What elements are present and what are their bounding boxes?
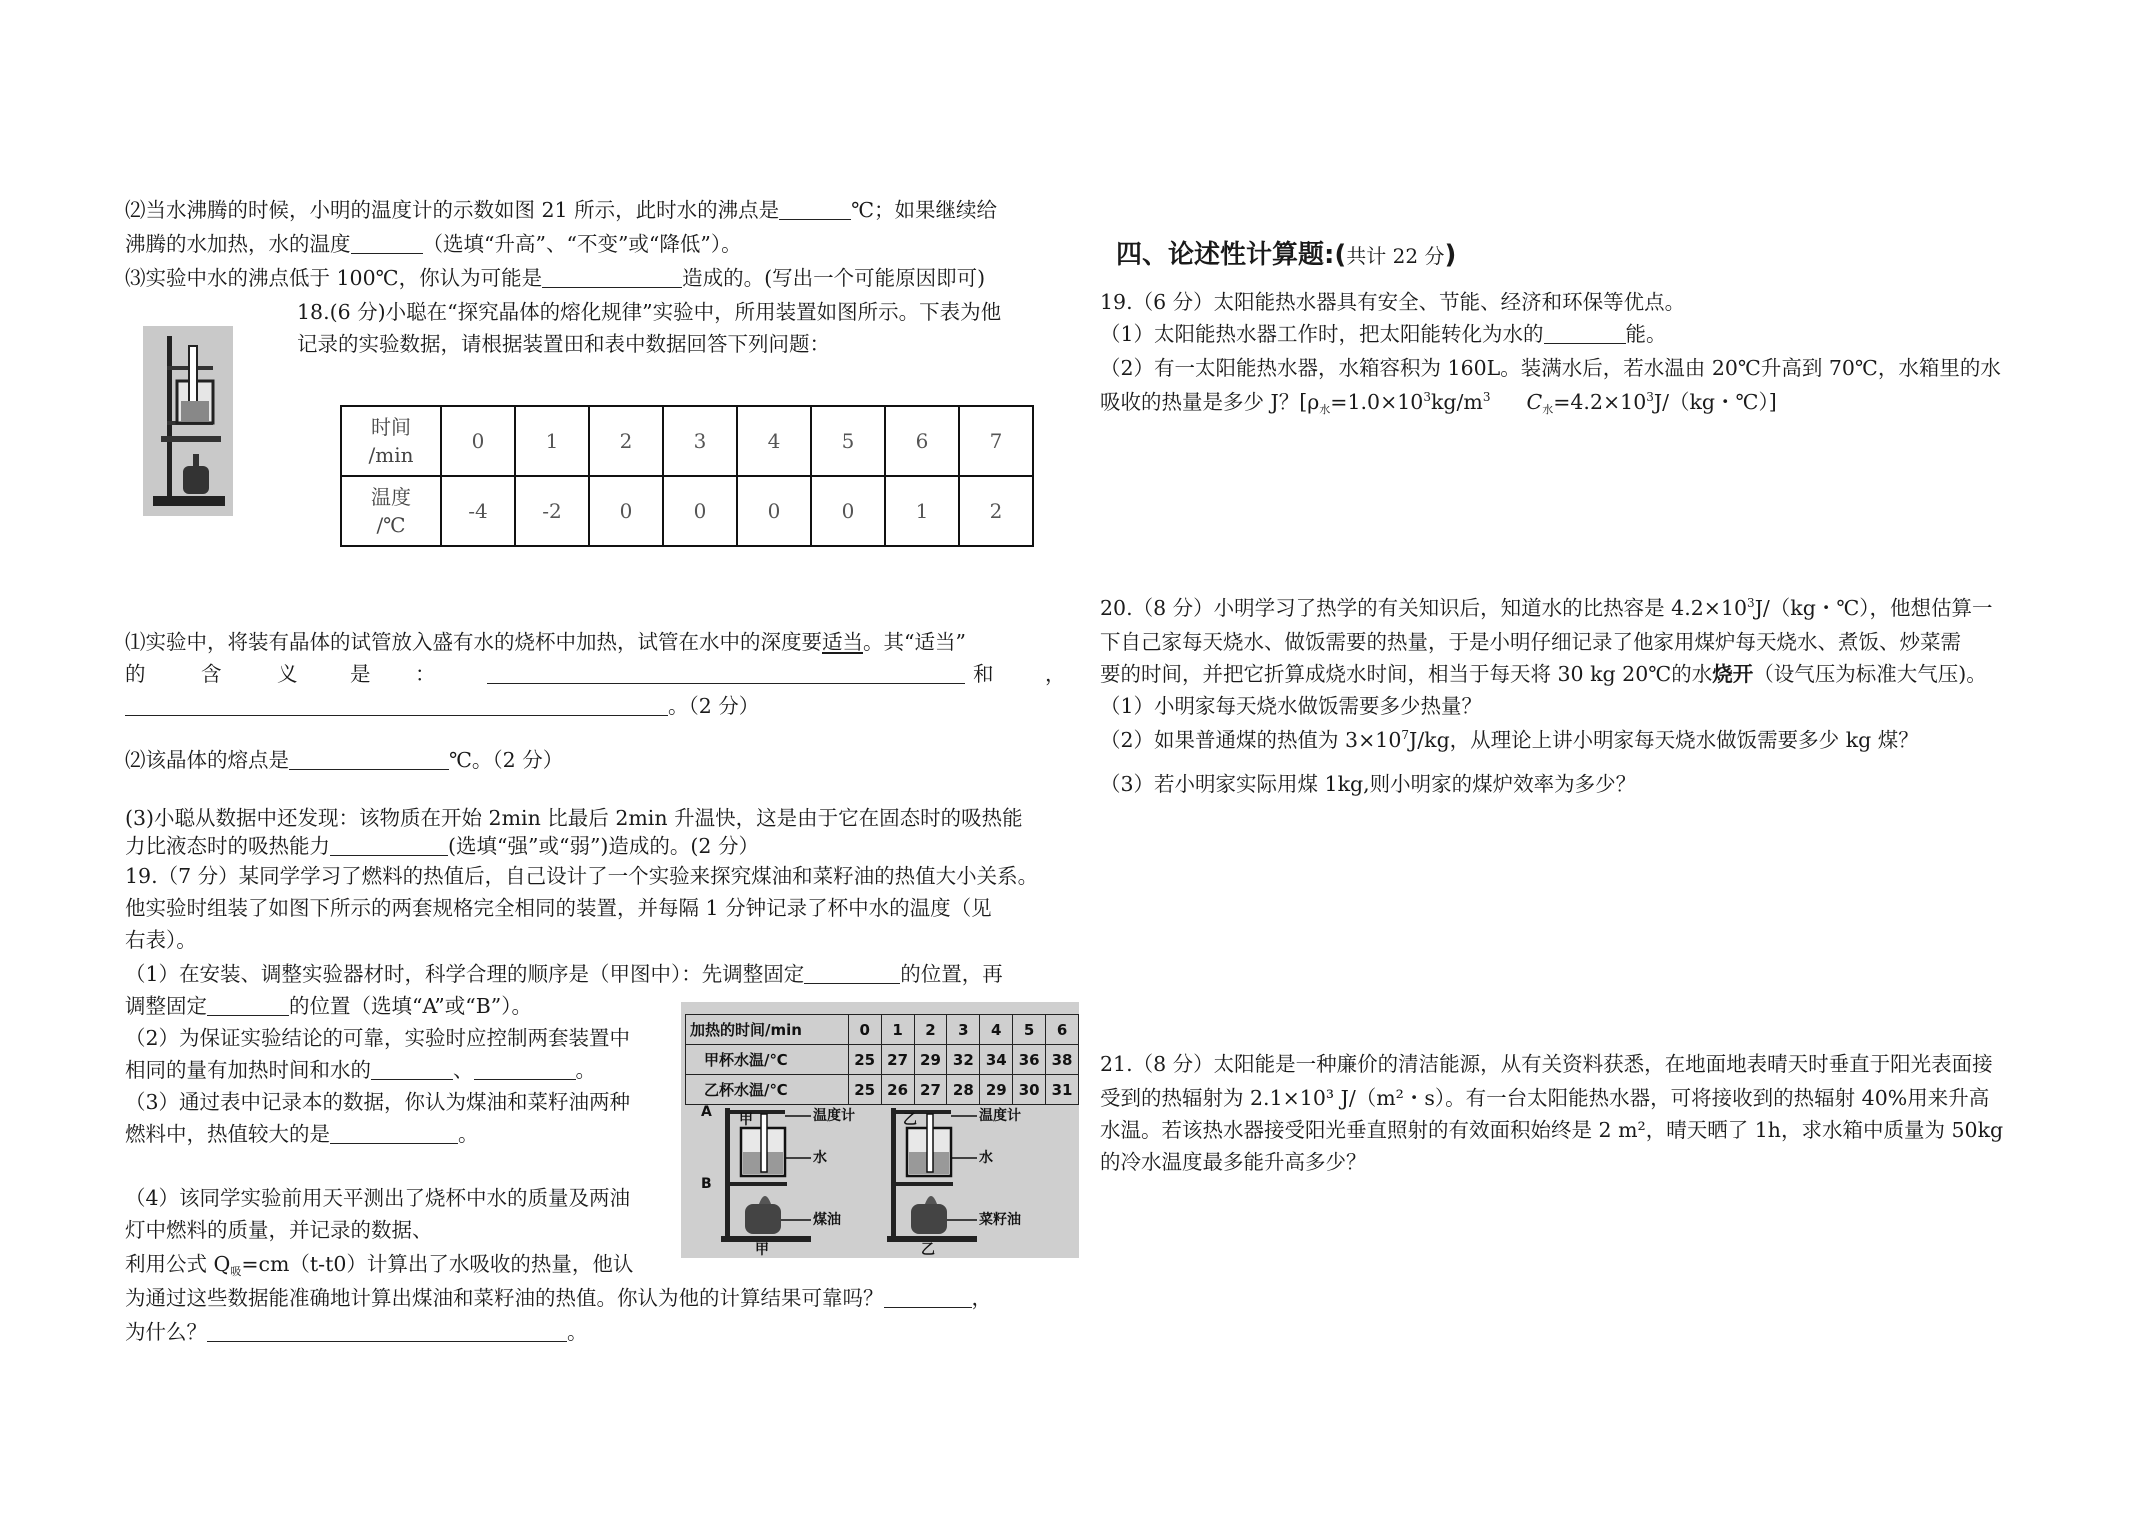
q19-4-blank-reason[interactable] <box>207 1321 567 1342</box>
q17-2-text2: 沸腾的水加热，水的温度 <box>125 232 351 256</box>
subscript: 水 <box>1319 403 1331 416</box>
label-yi-top: 乙 <box>903 1112 917 1128</box>
q18-1-char: 和 <box>973 662 994 686</box>
q19r-1-text: （1）太阳能热水器工作时，把太阳能转化为水的 <box>1100 322 1544 346</box>
table-cell: 6 <box>1046 1015 1079 1045</box>
table-cell: 36 <box>1013 1045 1046 1075</box>
q19-2-sep: 、 <box>453 1058 474 1082</box>
table-cell: 4 <box>737 406 811 476</box>
q18-2-text: ⑵该晶体的熔点是 <box>125 748 289 772</box>
q18-3-line2 <box>125 832 759 860</box>
table-cell: 1 <box>881 1015 914 1045</box>
q20-text3: 要的时间，并把它折算成烧水时间，相当于每天将 30 kg 20℃的水 <box>1100 662 1713 686</box>
q19-3-blank-fuel[interactable] <box>330 1123 458 1144</box>
table-cell: 7 <box>959 406 1033 476</box>
melting-apparatus-image <box>143 326 233 516</box>
table-cell: 34 <box>980 1045 1013 1075</box>
q19-4-line2: 灯中燃料的质量，并记录的数据、 <box>125 1218 433 1242</box>
q18-1-score: 。（2 分） <box>668 694 760 718</box>
q19r-2-line1: （2）有一太阳能热水器，水箱容积为 160L。装满水后，若水温由 20℃升高到 70℃，水箱里的水 <box>1100 356 2001 380</box>
q21-line1: 21.（8 分）太阳能是一种廉价的清洁能源，从有关资料获悉，在地面地表晴天时垂直于阳光表面接 <box>1100 1052 1993 1076</box>
q19-3-line2 <box>125 1120 479 1148</box>
q19-2-line1: （2）为保证实验结论的可靠，实验时应控制两套装置中 <box>125 1026 631 1050</box>
table-cell: 25 <box>848 1045 881 1075</box>
table-cell: 29 <box>980 1075 1013 1105</box>
q17-3-text-cont: 造成的。(写出一个可能原因即可) <box>682 266 986 290</box>
q17-2-line1 <box>125 196 997 224</box>
superscript: 3 <box>1646 390 1654 404</box>
q19r-1-blank-energy[interactable] <box>1544 323 1626 344</box>
superscript: 3 <box>1423 390 1431 404</box>
q17-3-blank-reason[interactable] <box>542 267 682 288</box>
q18-1-char: ， <box>1045 662 1066 686</box>
q18-1-text: ⑴实验中，将装有晶体的试管放入盛有水的烧杯中加热，试管在水中的深度要 <box>125 630 822 654</box>
table-cell: 3 <box>663 406 737 476</box>
q20-line1 <box>1100 594 1993 622</box>
section-heading-title: 四、论述性计算题:( <box>1116 240 1347 270</box>
q19-4-formula-subscript: 吸 <box>230 1265 242 1278</box>
q18-1-char: 含 <box>201 662 222 686</box>
table-cell: 0 <box>848 1015 881 1045</box>
table-cell: 3 <box>947 1015 980 1045</box>
table-row <box>686 1015 1079 1045</box>
q18-2-line <box>125 746 563 774</box>
superscript: 3 <box>1482 390 1491 404</box>
q20-2 <box>1100 726 1919 754</box>
q19-4-line1: （4）该同学实验前用天平测出了烧杯中水的质量及两油 <box>125 1186 631 1210</box>
q19-3-text: 燃料中，热值较大的是 <box>125 1122 330 1146</box>
q17-2-text: ⑵当水沸腾的时候，小明的温度计的示数如图 21 所示，此时水的沸点是 <box>125 198 780 222</box>
q18-3-text: 力比液态时的吸热能力 <box>125 834 330 858</box>
q17-3-text: ⑶实验中水的沸点低于 100℃，你认为可能是 <box>125 266 543 290</box>
table-cell: 26 <box>881 1075 914 1105</box>
q19-4-formula: 利用公式 Q <box>125 1252 231 1276</box>
q19-4-line5 <box>125 1318 588 1346</box>
q18-data-table <box>340 405 1034 547</box>
q19-3-line1: （3）通过表中记录本的数据，你认为煤油和菜籽油两种 <box>125 1090 631 1114</box>
label-yi-bottom: 乙 <box>921 1242 935 1258</box>
q20-text-cont: J/（kg・℃），他想估算一 <box>1754 596 1993 620</box>
q19-4-formula-cont: =cm（t-t0）计算出了水吸收的热量，他认 <box>241 1252 634 1276</box>
q19-3-end: 。 <box>458 1122 479 1146</box>
q21-line2: 受到的热辐射为 2.1×10³ J/（m²・s）。有一台太阳能热水器，可将接收到的热辐射 40%用来升高 <box>1100 1086 1990 1110</box>
q18-3-line1: (3)小聪从数据中还发现：该物质在开始 2min 比最后 2min 升温快，这是由于它在固态时的吸热能 <box>125 806 1023 830</box>
q19r-1-line <box>1100 320 1667 348</box>
q19-time-header: 加热的时间/min <box>686 1015 849 1045</box>
q19-1-text: （1）在安装、调整实验器材时，科学合理的顺序是（甲图中）：先调整固定 <box>125 962 805 986</box>
table-cell: 0 <box>811 476 885 546</box>
q19r-line1: 19.（6 分）太阳能热水器具有安全、节能、经济和环保等优点。 <box>1100 290 1686 314</box>
table-cell: 38 <box>1046 1045 1079 1075</box>
q19-4-line4 <box>125 1284 992 1312</box>
q18-2-text-cont: ℃。（2 分） <box>449 748 564 772</box>
table-row <box>686 1045 1079 1075</box>
label-jia-top: 甲 <box>739 1112 753 1128</box>
label-thermometer-1: 温度计 <box>813 1108 855 1124</box>
q18-1-char: 是 <box>350 662 371 686</box>
q18-1-char: 的 <box>125 662 146 686</box>
q19-line2: 他实验时组装了如图下所示的两套规格完全相同的装置，并每隔 1 分钟记录了杯中水的温度（见 <box>125 896 992 920</box>
table-cell: 27 <box>914 1075 947 1105</box>
table-cell: 4 <box>980 1015 1013 1045</box>
table-cell: 27 <box>881 1045 914 1075</box>
q18-1-text-cont: 。其“适当” <box>863 630 966 654</box>
q18-2-blank-melting-point[interactable] <box>289 749 449 770</box>
q19-line1: 19.（7 分）某同学学习了燃料的热值后，自己设计了一个实验来探究煤油和菜籽油的热值大小关系。 <box>125 864 1039 888</box>
q19-4-end: 。 <box>567 1320 588 1344</box>
burner-apparatus-drawing <box>681 1100 1079 1258</box>
q19-2-blank-b[interactable] <box>474 1059 576 1080</box>
q19-1-line1 <box>125 960 1003 988</box>
q18-1-line3 <box>125 692 759 720</box>
q19r-1-end: 能。 <box>1625 322 1667 346</box>
q20-bold-word: 烧开 <box>1712 662 1754 686</box>
q19-4-line3 <box>125 1250 633 1278</box>
label-A: A <box>701 1104 712 1120</box>
table-cell: 1 <box>885 476 959 546</box>
q20-3: （3）若小明家实际用煤 1kg,则小明家的煤炉效率为多少？ <box>1100 772 1637 796</box>
table-cell: 29 <box>914 1045 947 1075</box>
label-kerosene: 煤油 <box>813 1212 841 1228</box>
superscript: 3 <box>1747 596 1755 610</box>
q20-text: 20.（8 分）小明学习了热学的有关知识后，知道水的比热容是 4.2×10 <box>1100 596 1748 620</box>
q19-1-line2 <box>125 992 532 1020</box>
q17-2-text2-cont: （选填“升高”、“不变”或“降低”）。 <box>422 232 742 256</box>
label-water-1: 水 <box>813 1150 827 1166</box>
table-cell: 0 <box>663 476 737 546</box>
q19-1-text2: 调整固定 <box>125 994 207 1018</box>
table-cell: 30 <box>1013 1075 1046 1105</box>
q17-2-blank-boiling-point[interactable] <box>779 199 851 220</box>
q18-3-text-cont: (选填“强”或“弱”)造成的。(2 分） <box>448 834 759 858</box>
q18-1-blank-meaning-b[interactable] <box>125 695 668 716</box>
q20-2-text-cont: J/kg，从理论上讲小明家每天烧水做饭需要多少 kg 煤？ <box>1409 728 1919 752</box>
q18-1-char: 义 <box>277 662 298 686</box>
table-cell: 6 <box>885 406 959 476</box>
label-jia-bottom: 甲 <box>755 1242 769 1258</box>
q19r-2-unit: kg/m <box>1430 390 1483 414</box>
section-heading-score: 共计 22 分 <box>1346 244 1445 268</box>
q17-3-line <box>125 264 985 292</box>
label-B: B <box>701 1176 712 1192</box>
section-heading <box>1116 238 1456 273</box>
q18-1-char: ： <box>415 662 436 686</box>
q19-4-blank-reliable[interactable] <box>884 1287 972 1308</box>
q19-2-blank-a[interactable] <box>371 1059 453 1080</box>
q18-1-blank-meaning-a[interactable] <box>487 663 965 684</box>
q19r-2-text: 吸收的热量是多少 J？[ρ <box>1100 390 1320 414</box>
q18-line2: 记录的实验数据，请根据装置田和表中数据回答下列问题： <box>297 332 830 356</box>
apparatus-drawing <box>143 326 233 516</box>
q19-line3: 右表）。 <box>125 928 197 952</box>
table-cell: 1 <box>515 406 589 476</box>
label-thermometer-2: 温度计 <box>979 1108 1021 1124</box>
q19-1-text-cont: 的位置，再 <box>900 962 1003 986</box>
q17-2-line2 <box>125 230 742 258</box>
table-cell: 0 <box>737 476 811 546</box>
q19-2-line2 <box>125 1056 596 1084</box>
q19r-2-density: =1.0×10 <box>1330 390 1424 414</box>
label-water-2: 水 <box>979 1150 993 1166</box>
q20-text3-cont: （设气压为标准大气压)。 <box>1753 662 1987 686</box>
q19r-2-specific-heat: =4.2×10 <box>1553 390 1647 414</box>
table-row <box>341 476 1033 546</box>
q20-line3 <box>1100 660 1987 688</box>
table-cell: 2 <box>959 476 1033 546</box>
q19-2-text: 相同的量有加热时间和水的 <box>125 1058 371 1082</box>
q19-1-blank-first[interactable] <box>804 963 900 984</box>
q20-2-text: （2）如果普通煤的热值为 3×10 <box>1100 728 1402 752</box>
table-cell: 31 <box>1046 1075 1079 1105</box>
table-cell: 28 <box>947 1075 980 1105</box>
q19-2-end: 。 <box>575 1058 596 1082</box>
table-cell: 5 <box>1013 1015 1046 1045</box>
q19-temperature-table <box>685 1014 1079 1105</box>
superscript: 7 <box>1401 728 1410 742</box>
table-cell: 0 <box>589 476 663 546</box>
q19-1-blank-second[interactable] <box>207 995 289 1016</box>
q19-row-a-label: 甲杯水温/℃ <box>686 1045 849 1075</box>
q19r-2-line2 <box>1100 388 1777 416</box>
table-cell: 5 <box>811 406 885 476</box>
table-cell: 0 <box>441 406 515 476</box>
table-row <box>341 406 1033 476</box>
q18-temp-header: 温度 /℃ <box>341 476 441 546</box>
q19-4-question: 为通过这些数据能准确地计算出煤油和菜籽油的热值。你认为他的计算结果可靠吗？ <box>125 1286 884 1310</box>
q19r-2-c: C <box>1526 390 1543 414</box>
subscript: 水 <box>1542 403 1554 416</box>
table-cell: 2 <box>589 406 663 476</box>
q21-line4: 的冷水温度最多能升高多少？ <box>1100 1150 1367 1174</box>
q19-row-b-label: 乙杯水温/℃ <box>686 1075 849 1105</box>
table-cell: 2 <box>914 1015 947 1045</box>
q19-4-why: 为什么？ <box>125 1320 207 1344</box>
table-cell: 32 <box>947 1045 980 1075</box>
q20-line2: 下自己家每天烧水、做饭需要的热量，于是小明仔细记录了他家用煤炉每天烧水、煮饭、炒菜需 <box>1100 630 1961 654</box>
q18-time-header: 时间 /min <box>341 406 441 476</box>
table-cell: -2 <box>515 476 589 546</box>
fuel-experiment-figure <box>681 1002 1079 1258</box>
label-rapeseed-oil: 菜籽油 <box>979 1212 1021 1228</box>
q18-1-underlined-word: 适当 <box>822 630 863 654</box>
q18-line1: 18.(6 分)小聪在“探究晶体的熔化规律”实验中，所用装置如图所示。下表为他 <box>297 300 1002 324</box>
q18-3-blank-strong-weak[interactable] <box>330 835 448 856</box>
q17-2-blank-temperature[interactable] <box>351 233 423 254</box>
q17-2-text-cont: ℃；如果继续给 <box>851 198 998 222</box>
section-heading-end: ) <box>1444 240 1457 270</box>
table-cell: 25 <box>848 1075 881 1105</box>
q18-1-line1 <box>125 628 966 656</box>
q21-line3: 水温。若该热水器接受阳光垂直照射的有效面积始终是 2 m²，晴天晒了 1h，求水箱中质量为 50kg <box>1100 1118 2004 1142</box>
q19-1-text2-cont: 的位置（选填“A”或“B”）。 <box>289 994 533 1018</box>
q19r-2-unit2: J/（kg・℃）] <box>1653 390 1777 414</box>
q20-1: （1）小明家每天烧水做饭需要多少热量？ <box>1100 694 1483 718</box>
table-cell: -4 <box>441 476 515 546</box>
q19-4-comma: ， <box>971 1286 992 1310</box>
